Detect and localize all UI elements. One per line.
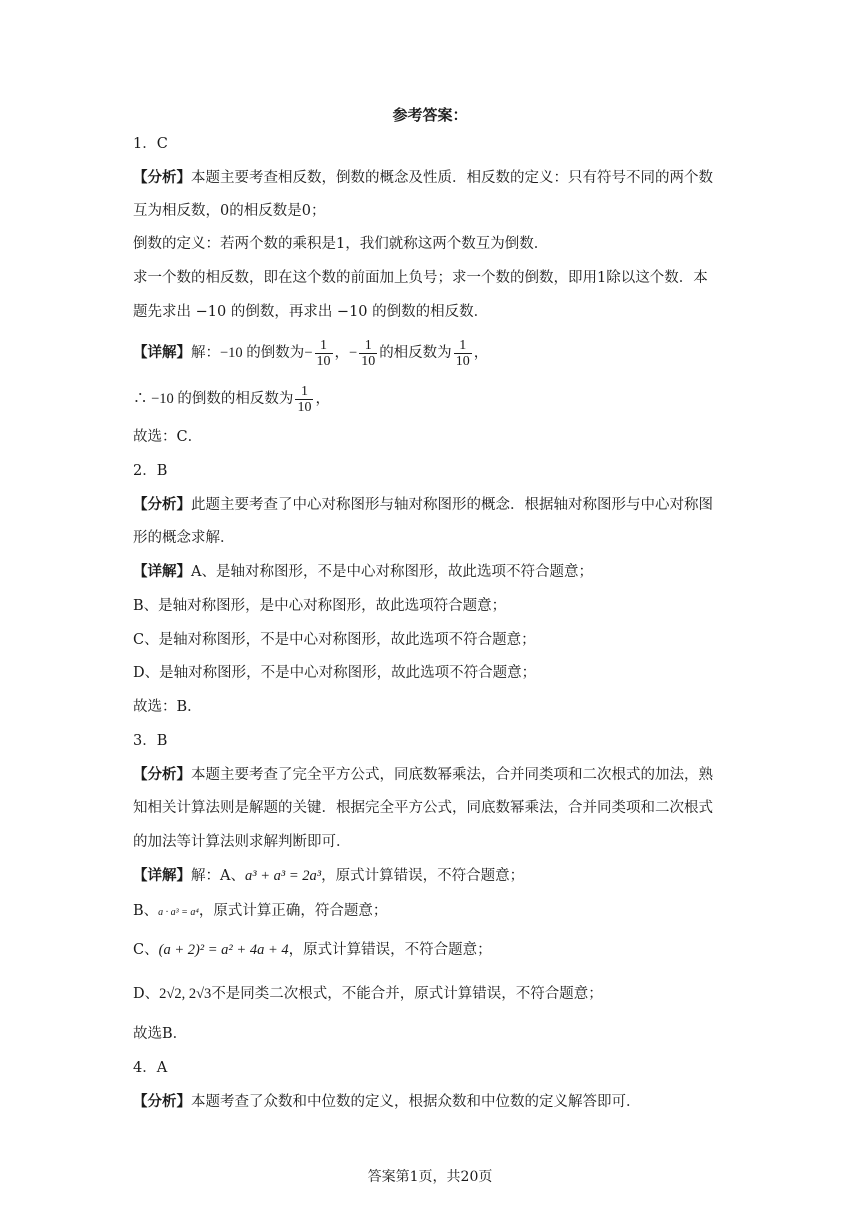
analysis-tag: 【分析】 bbox=[133, 766, 191, 783]
detail-text: ， bbox=[473, 345, 489, 361]
therefore-text: ∴ −10 的倒数的相反数为 bbox=[133, 391, 294, 407]
q4-analysis-line-1 bbox=[133, 1092, 733, 1112]
detail-text: B、 bbox=[133, 903, 159, 919]
analysis-text: 此题主要考查了中心对称图形与轴对称图形的概念．根据轴对称图形与中心对称图 bbox=[191, 497, 713, 513]
analysis-text: 本题主要考查了完全平方公式，同底数幂乘法，合并同类项和二次根式的加法，熟 bbox=[191, 767, 713, 783]
analysis-tag: 【分析】 bbox=[133, 169, 191, 186]
math-expression: (a + 2)² = a² + 4a + 4 bbox=[158, 942, 289, 958]
q1-number: 1．C bbox=[133, 136, 168, 152]
fraction-numerator: 1 bbox=[454, 338, 472, 354]
q3-analysis-line-2: 知相关计算法则是解题的关键．根据完全平方公式，同底数幂乘法，合并同类项和二次根式 bbox=[133, 800, 713, 816]
fraction bbox=[454, 338, 472, 369]
detail-text: D、 bbox=[133, 986, 160, 1002]
analysis-tag: 【分析】 bbox=[133, 496, 191, 513]
q3-detail-line-d bbox=[133, 984, 733, 1004]
q3-detail-line-c bbox=[133, 940, 733, 960]
math-expression: 2√2, 2√3 bbox=[159, 986, 212, 1002]
q1-therefore-line bbox=[133, 381, 733, 417]
q2-analysis-line-2: 形的概念求解． bbox=[133, 530, 235, 546]
q1-analysis-line-5: 题先求出 −10 的倒数，再求出 −10 的倒数的相反数． bbox=[133, 304, 489, 320]
fraction-numerator: 1 bbox=[359, 338, 377, 354]
q3-detail-line-b bbox=[133, 901, 733, 923]
q1-analysis-line-1 bbox=[133, 168, 733, 188]
q2-answer: 故选：B． bbox=[133, 699, 202, 715]
detail-tag: 【详解】 bbox=[133, 563, 191, 580]
fraction bbox=[295, 384, 313, 415]
detail-text: ，原式计算正确，符合题意； bbox=[198, 903, 388, 919]
math-expression: a · a³ = a⁴ bbox=[158, 907, 199, 918]
fraction-denominator: 10 bbox=[297, 399, 312, 415]
q3-analysis-line-3: 的加法等计算法则求解判断即可． bbox=[133, 834, 351, 850]
fraction bbox=[315, 338, 333, 369]
detail-text: ， bbox=[334, 345, 349, 361]
fraction-denominator: 10 bbox=[316, 353, 331, 369]
analysis-text: 本题主要考查相反数，倒数的概念及性质．相反数的定义：只有符号不同的两个数 bbox=[191, 170, 713, 186]
minus-sign: − bbox=[349, 345, 358, 361]
fraction-numerator: 1 bbox=[295, 384, 313, 400]
fraction-denominator: 10 bbox=[361, 353, 376, 369]
q2-number: 2．B bbox=[133, 463, 168, 479]
q4-number: 4．A bbox=[133, 1060, 168, 1076]
detail-text: ，原式计算错误，不符合题意； bbox=[288, 942, 492, 958]
q1-detail-line bbox=[133, 335, 733, 371]
detail-text: −10 的倒数为 bbox=[220, 345, 305, 361]
fraction-numerator: 1 bbox=[315, 338, 333, 354]
fraction-denominator: 10 bbox=[455, 353, 470, 369]
detail-text: 解：A、 bbox=[191, 868, 245, 884]
detail-text: A、是轴对称图形，不是中心对称图形，故此选项不符合题意； bbox=[191, 564, 593, 580]
page-title: 参考答案： bbox=[392, 106, 468, 124]
q1-answer: 故选：C． bbox=[133, 429, 203, 445]
detail-tag: 【详解】 bbox=[133, 344, 191, 361]
fraction bbox=[359, 338, 377, 369]
q2-analysis-line-1 bbox=[133, 495, 733, 515]
math-expression: a³ + a³ = 2a³ bbox=[244, 868, 322, 884]
minus-sign: − bbox=[304, 345, 313, 361]
q3-detail-line-a bbox=[133, 866, 733, 886]
q2-detail-line-d: D、是轴对称图形，不是中心对称图形，故此选项不符合题意； bbox=[133, 665, 537, 681]
page-footer: 答案第1页，共20页 bbox=[367, 1169, 493, 1185]
detail-text: C、 bbox=[133, 942, 159, 958]
therefore-text: ， bbox=[315, 391, 330, 407]
analysis-tag: 【分析】 bbox=[133, 1093, 191, 1110]
detail-text: ，原式计算错误，不符合题意； bbox=[321, 868, 525, 884]
q3-number: 3．B bbox=[133, 733, 168, 749]
detail-text: 不是同类二次根式，不能合并，原式计算错误，不符合题意； bbox=[211, 986, 603, 1002]
detail-tag: 【详解】 bbox=[133, 867, 191, 884]
q1-analysis-line-4: 求一个数的相反数，即在这个数的前面加上负号；求一个数的倒数，即用1除以这个数．本 bbox=[133, 270, 708, 286]
q1-analysis-line-2: 互为相反数，0的相反数是0； bbox=[133, 203, 326, 219]
detail-text: 的相反数为 bbox=[379, 345, 452, 361]
q2-detail-line-b: B、是轴对称图形，是中心对称图形，故此选项符合题意； bbox=[133, 598, 507, 614]
analysis-text: 本题考查了众数和中位数的定义，根据众数和中位数的定义解答即可． bbox=[191, 1094, 641, 1110]
q1-analysis-line-3: 倒数的定义：若两个数的乘积是1，我们就称这两个数互为倒数． bbox=[133, 236, 549, 252]
detail-text: 解： bbox=[191, 345, 220, 361]
q3-answer: 故选B． bbox=[133, 1026, 188, 1042]
q2-detail-line-a bbox=[133, 562, 733, 582]
q2-detail-line-c: C、是轴对称图形，不是中心对称图形，故此选项不符合题意； bbox=[133, 632, 536, 648]
q3-analysis-line-1 bbox=[133, 765, 733, 785]
